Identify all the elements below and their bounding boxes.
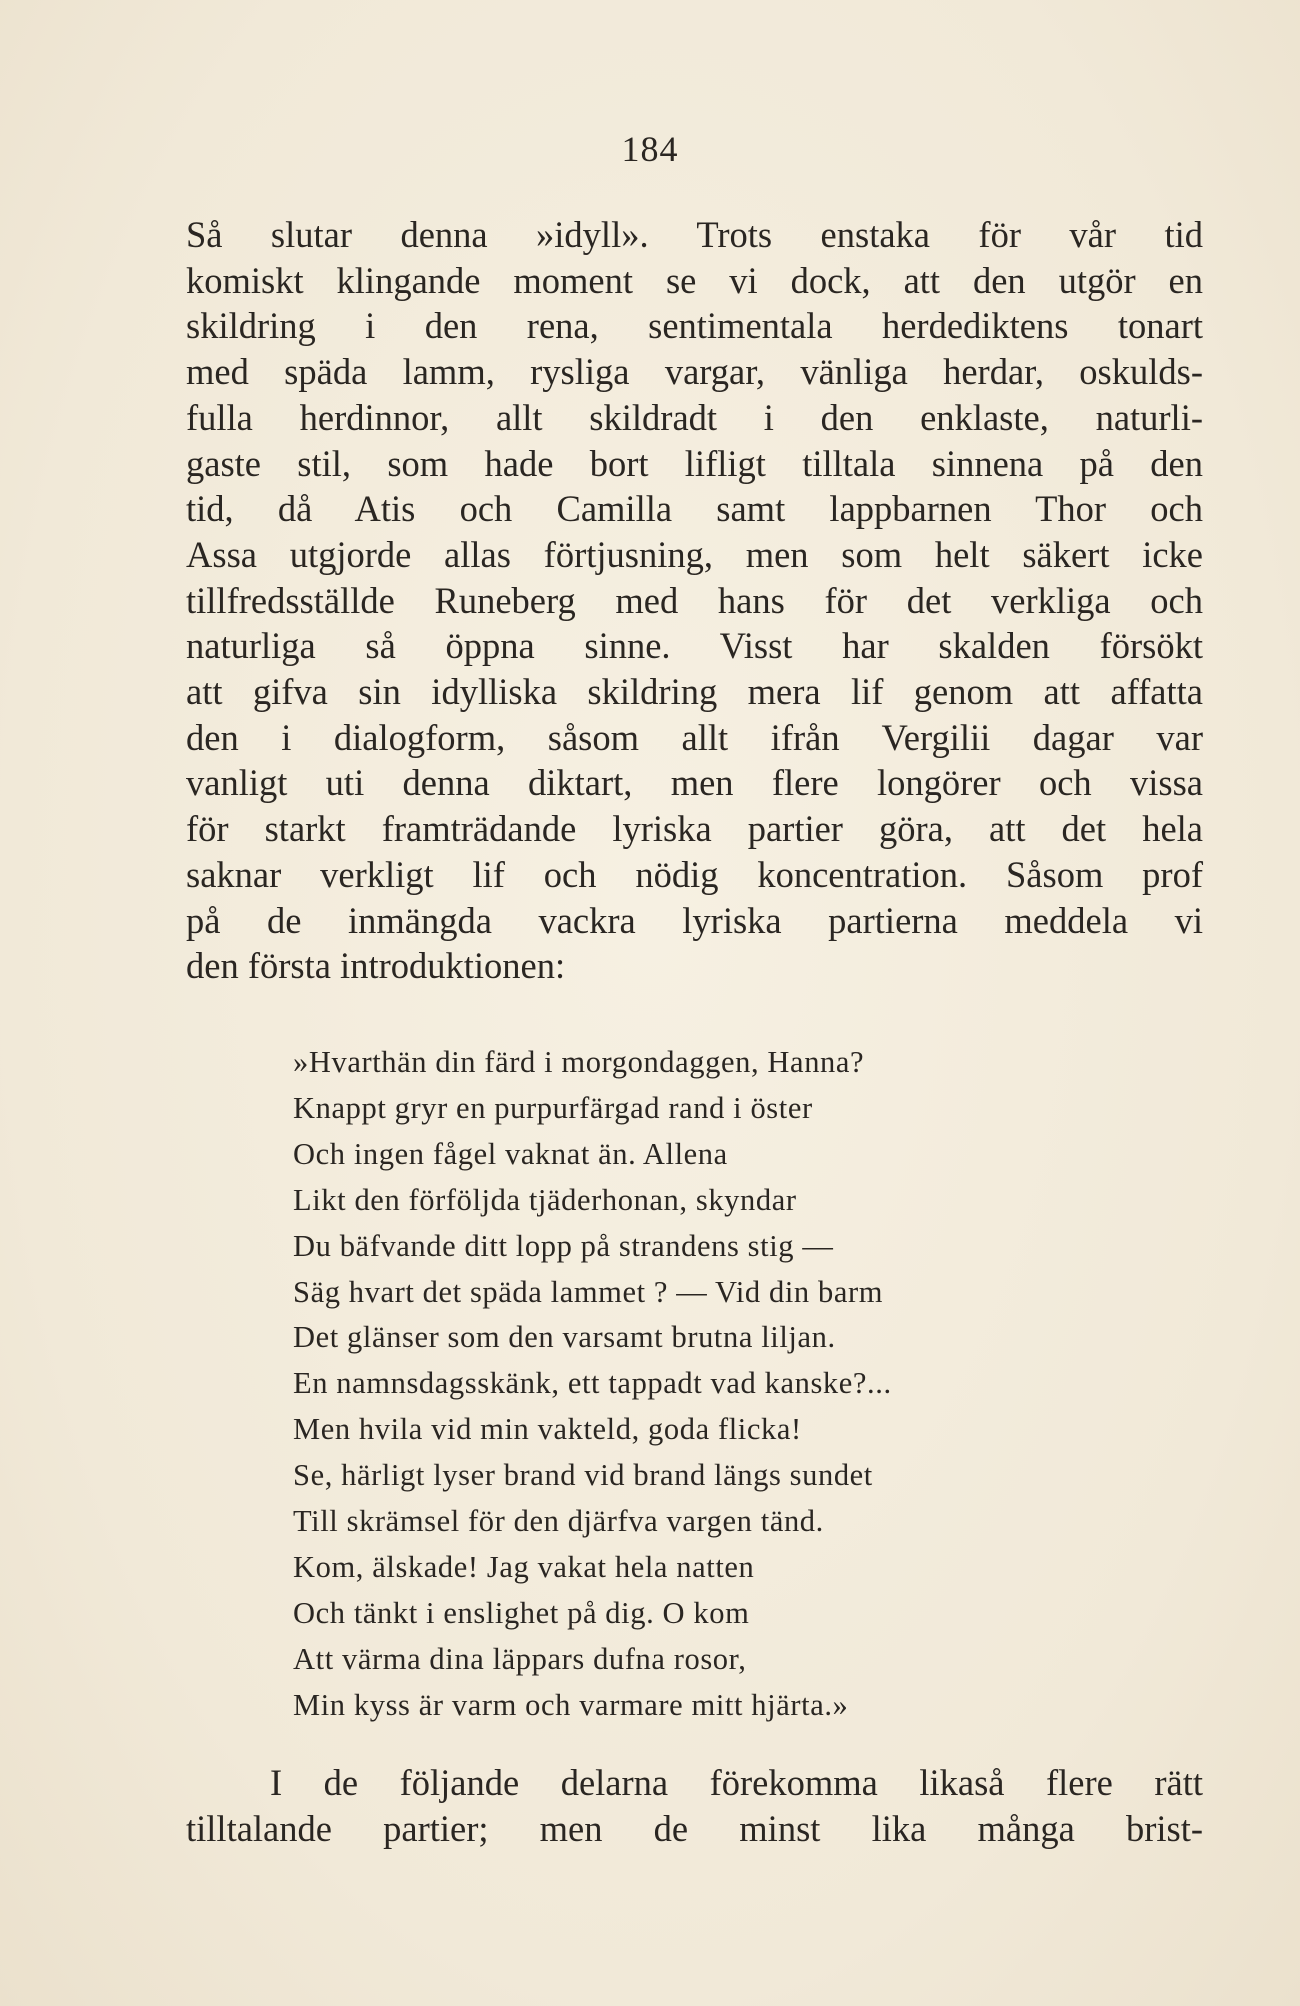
poem-line: Och tänkt i enslighet på dig. O kom xyxy=(293,1595,750,1630)
paragraph-line: komiskt klingande moment se vi dock, att den utgör en xyxy=(186,259,1203,301)
paragraph-line: att gifva sin idylliska skildring mera lif genom att affatta xyxy=(186,671,1203,713)
paragraph-line: Så slutar denna »idyll». Trots enstaka för vår tid xyxy=(186,214,1203,255)
paragraph-line: för starkt framträdande lyriska partier göra, att det hela xyxy=(186,808,1203,850)
poem-line: Du bäfvande ditt lopp på strandens stig — xyxy=(293,1228,834,1263)
poem-line: Att värma dina läppars dufna rosor, xyxy=(293,1641,747,1676)
poem-quotation xyxy=(293,1040,1073,1729)
paragraph-line: fulla herdinnor, allt skildradt i den enklaste, naturli- xyxy=(186,396,1203,438)
main-paragraph xyxy=(186,212,1203,989)
paragraph-line: på de inmängda vackra lyriska partierna meddela vi xyxy=(186,899,1203,941)
poem-line: Knappt gryr en purpurfärgad rand i öster xyxy=(293,1090,813,1125)
closing-line: I de följande delarna förekomma likaså flere rätt xyxy=(270,1762,1203,1803)
paragraph-line: med späda lamm, rysliga vargar, vänliga herdar, oskulds- xyxy=(186,351,1203,393)
poem-line: Se, härligt lyser brand vid brand längs sundet xyxy=(293,1458,873,1493)
paragraph-line: vanligt uti denna diktart, men flere longörer och vissa xyxy=(186,762,1203,804)
poem-line: Men hvila vid min vakteld, goda flicka! xyxy=(293,1412,802,1447)
paragraph-line: den i dialogform, såsom allt ifrån Vergilii dagar var xyxy=(186,716,1203,758)
poem-line: En namnsdagsskänk, ett tappadt vad kanske?... xyxy=(293,1366,892,1401)
poem-line: Och ingen fågel vaknat än. Allena xyxy=(293,1136,728,1171)
closing-line: tilltalande partier; men de minst lika många brist- xyxy=(186,1808,1203,1849)
poem-line: Till skrämsel för den djärfva vargen tänd. xyxy=(293,1504,824,1539)
paragraph-line-last: den första introduktionen: xyxy=(186,945,566,987)
poem-line: Säg hvart det späda lammet ? — Vid din barm xyxy=(293,1274,884,1309)
paragraph-line: naturliga så öppna sinne. Visst har skalden försökt xyxy=(186,625,1203,667)
paragraph-line: Assa utgjorde allas förtjusning, men som helt säkert icke xyxy=(186,533,1203,575)
paragraph-line: gaste stil, som hade bort lifligt tilltala sinnena på den xyxy=(186,442,1203,484)
paragraph-line: saknar verkligt lif och nödig koncentration. Såsom prof xyxy=(186,853,1203,895)
page-number: 184 xyxy=(621,129,679,169)
paragraph-line: tid, då Atis och Camilla samt lappbarnen Thor och xyxy=(186,488,1203,530)
paragraph-line: skildring i den rena, sentimentala herdediktens tonart xyxy=(186,305,1203,347)
poem-line: Min kyss är varm och varmare mitt hjärta.» xyxy=(293,1687,849,1722)
paragraph-line: tillfredsställde Runeberg med hans för det verkliga och xyxy=(186,579,1203,621)
poem-line: »Hvarthän din färd i morgondaggen, Hanna? xyxy=(293,1045,865,1079)
closing-paragraph xyxy=(186,1760,1203,1852)
poem-line: Kom, älskade! Jag vakat hela natten xyxy=(293,1549,755,1584)
poem-line: Likt den förföljda tjäderhonan, skyndar xyxy=(293,1182,797,1217)
poem-line: Det glänser som den varsamt brutna liljan. xyxy=(293,1320,836,1355)
